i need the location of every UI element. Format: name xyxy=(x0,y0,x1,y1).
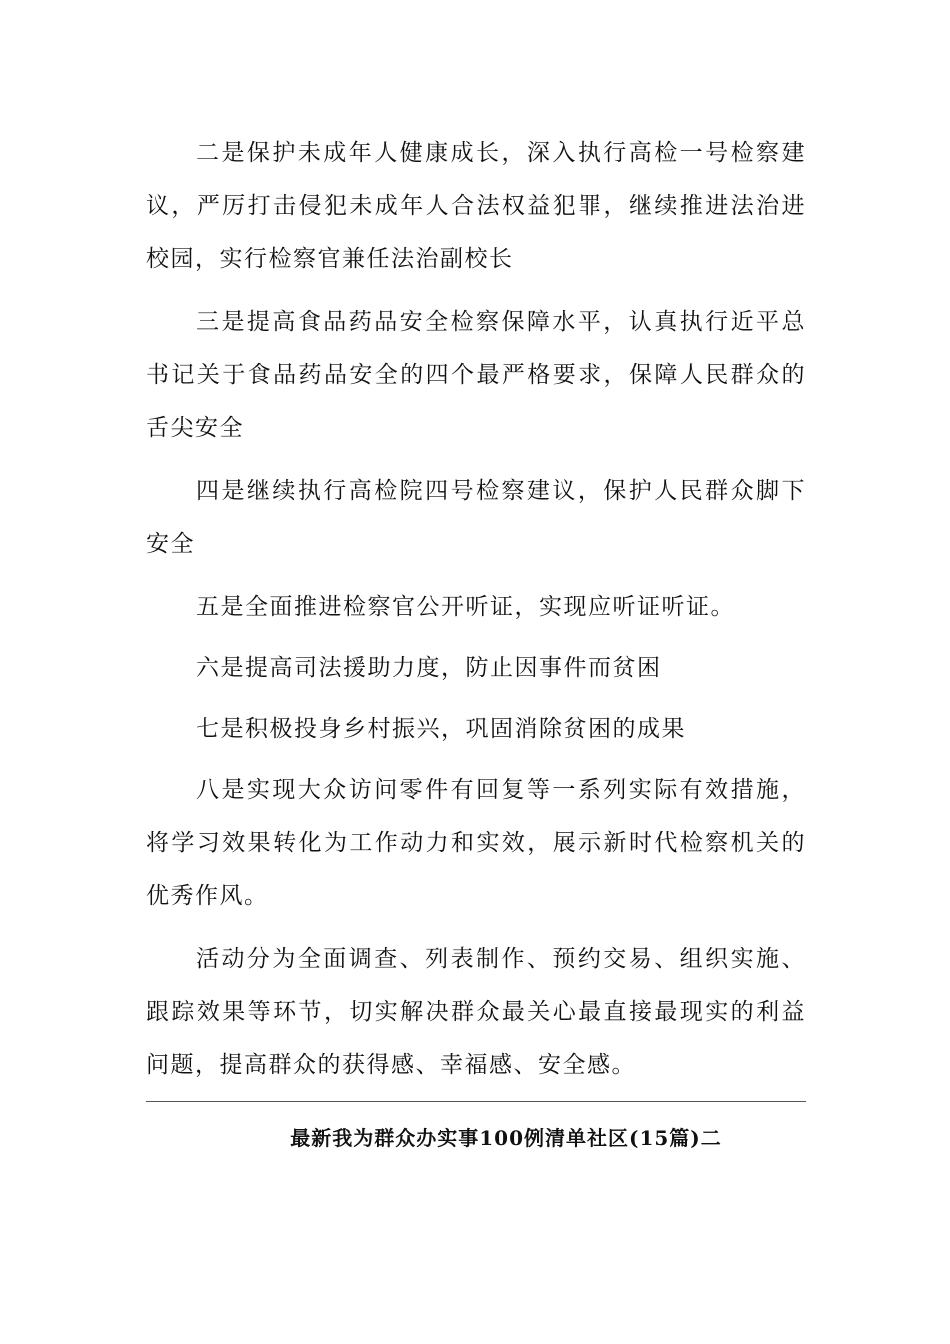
paragraph-minors-protection: 二是保护未成年人健康成长，深入执行高检一号检察建议，严厉打击侵犯未成年人合法权益犯罪，继续推进法治进校园，实行检察官兼任法治副校长 xyxy=(146,140,806,272)
paragraph-public-hearing: 五是全面推进检察官公开听证，实现应听证听证。 xyxy=(196,594,735,620)
paragraph-activity-stages: 活动分为全面调查、列表制作、预约交易、组织实施、跟踪效果等环节，切实解决群众最关心最直接最现实的利益问题，提高群众的获得感、幸福感、安全感。 xyxy=(146,946,806,1078)
paragraph-rural-revitalization: 七是积极投身乡村振兴，巩固消除贫困的成果 xyxy=(196,716,686,742)
document-body xyxy=(146,127,806,1092)
paragraph-underfoot-safety: 四是继续执行高检院四号检察建议，保护人民群众脚下安全 xyxy=(146,478,806,557)
paragraph-judicial-aid: 六是提高司法援助力度，防止因事件而贫困 xyxy=(196,655,662,681)
paragraph-public-visits: 八是实现大众访问零件有回复等一系列实际有效措施，将学习效果转化为工作动力和实效，展示新时代检察机关的优秀作风。 xyxy=(146,777,806,909)
paragraph-food-drug-safety: 三是提高食品药品安全检察保障水平，认真执行近平总书记关于食品药品安全的四个最严格要求，保障人民群众的舌尖安全 xyxy=(146,309,806,441)
next-section-title: 最新我为群众办实事100例清单社区(15篇)二 xyxy=(290,1126,722,1150)
section-divider xyxy=(146,1101,806,1102)
